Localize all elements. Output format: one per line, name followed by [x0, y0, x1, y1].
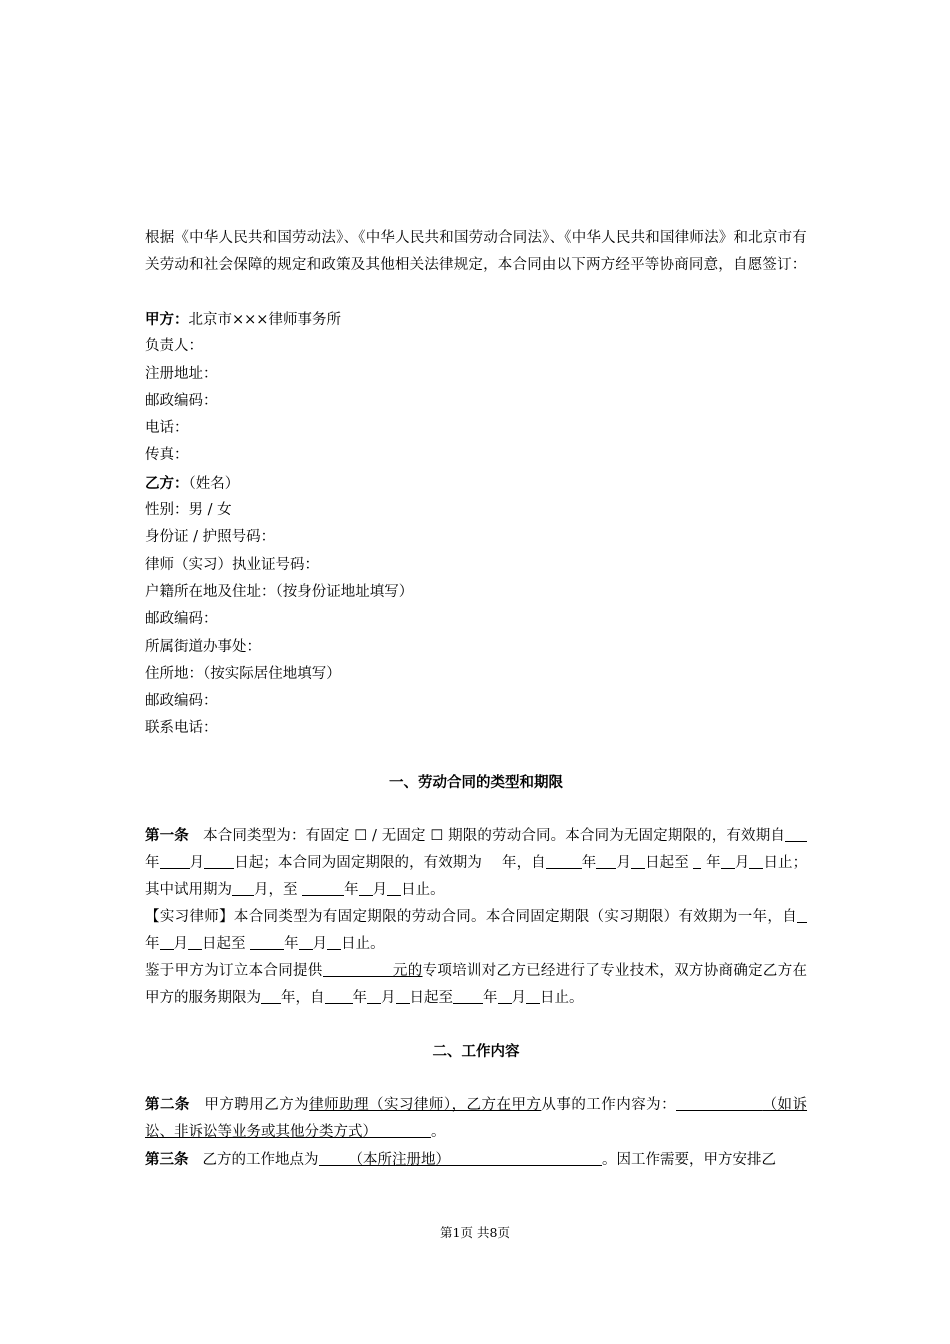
- blank-field: [596, 854, 616, 869]
- blank-field: [526, 989, 540, 1004]
- article-1-text: 本合同类型为：有固定 ☐ / 无固定 ☐ 期限的劳动合同。本合同为无固定期限的，有效期自: [202, 827, 785, 844]
- article-1-text: 年: [145, 854, 160, 871]
- blank-field: [367, 989, 381, 1004]
- article-1-text: 年: [344, 881, 359, 898]
- training-text: 年: [483, 989, 498, 1006]
- article-1-label: 第一条: [145, 826, 189, 844]
- blank-field: [188, 935, 202, 950]
- party-b-field: 邮政编码：: [145, 611, 218, 628]
- party-a-name: 北京市×××律师事务所: [188, 312, 341, 328]
- article-1-text: 日起至: [645, 854, 689, 871]
- party-b-field: 律师（实习）执业证号码：: [145, 556, 319, 573]
- blank-field: [546, 854, 582, 869]
- article-1-text: 月: [734, 854, 750, 871]
- training-text: 专项培训对乙方已经进行了专业技术，双方协商确定乙方在甲方的服务期限为: [145, 962, 808, 1006]
- party-b-label: 乙方：: [145, 474, 189, 492]
- party-a-field: 负责人：: [145, 338, 203, 355]
- party-b-field: 邮政编码：: [145, 693, 218, 710]
- party-b-name: （姓名）: [188, 475, 240, 492]
- blank-field: [631, 854, 645, 869]
- training-text: 年，自: [281, 989, 325, 1006]
- party-b-field: 所属街道办事处：: [145, 638, 261, 655]
- party-b-field: 身份证 / 护照号码：: [145, 529, 276, 546]
- training-clause: [145, 958, 807, 1012]
- article-1-text: 年，自: [501, 854, 546, 871]
- blank-field: [299, 935, 313, 950]
- blank-field: [797, 908, 807, 923]
- blank-field: [261, 989, 281, 1004]
- article-1-text: 月: [189, 854, 205, 871]
- intern-clause: [145, 904, 807, 958]
- party-a-field: 注册地址：: [145, 365, 218, 382]
- blank-field: [319, 1151, 349, 1166]
- blank-field: [387, 881, 401, 896]
- article-2-text: 甲方聘用乙方为: [203, 1096, 310, 1113]
- article-1-text: 日止；其中试用期为: [145, 854, 808, 898]
- blank-field: [676, 1096, 762, 1111]
- article-2-text: 。: [431, 1123, 446, 1140]
- blank-field: [693, 854, 701, 869]
- intern-text: 年: [145, 935, 160, 952]
- party-a-field: 邮政编码：: [145, 392, 218, 409]
- blank-field: [327, 935, 341, 950]
- training-text: 月: [511, 989, 526, 1006]
- blank-field: [450, 1151, 602, 1166]
- page-number: 1: [452, 1225, 461, 1240]
- article-2-label: 第二条: [145, 1095, 190, 1113]
- blank-field: [302, 881, 344, 896]
- article-1-text: 年: [706, 854, 721, 871]
- blank-field: [160, 854, 190, 869]
- blank-field: [498, 989, 512, 1004]
- party-b-line: [145, 470, 807, 497]
- intern-text: 年: [284, 935, 299, 952]
- article-3-text: 。因工作需要，甲方安排乙: [602, 1151, 776, 1168]
- intern-text: 日起至: [202, 935, 246, 952]
- page-total: 8: [489, 1225, 498, 1240]
- footer-text: 页 共: [460, 1225, 490, 1240]
- blank-field: [204, 854, 234, 869]
- blank-field: [160, 935, 174, 950]
- section-1-title: 一、劳动合同的类型和期限: [389, 773, 563, 791]
- contract-body: [145, 225, 807, 1174]
- training-text: 日止。: [540, 989, 584, 1006]
- article-2-text: 律师助理（实习律师），乙方在甲方: [309, 1096, 542, 1113]
- footer-text: 页: [497, 1225, 510, 1240]
- page-footer: [0, 1223, 950, 1241]
- party-a-field: 电话：: [145, 420, 189, 437]
- article-1: [145, 822, 807, 904]
- article-1-text: 日止。: [401, 881, 445, 898]
- blank-field: [232, 881, 254, 896]
- blank-field: [323, 962, 393, 977]
- article-3-text: （本所注册地）: [348, 1151, 450, 1168]
- article-2-text: （如诉讼、非诉讼等业务或其他分类方式）: [145, 1096, 808, 1140]
- footer-text: 第: [440, 1225, 453, 1240]
- blank-field: [749, 854, 763, 869]
- intern-text: 日止。: [341, 935, 385, 952]
- party-b-field: 性别：男 / 女: [145, 502, 232, 519]
- party-b-field: 联系电话：: [145, 720, 218, 737]
- article-2-text: 从事的工作内容为：: [541, 1096, 677, 1113]
- training-text: 年: [352, 989, 367, 1006]
- blank-field: [325, 989, 353, 1004]
- blank-field: [250, 935, 284, 950]
- article-3: [145, 1146, 807, 1174]
- party-b-field: 住所地：（按实际居住地填写）: [145, 665, 341, 682]
- article-1-text: 月，至: [254, 881, 298, 898]
- article-3-text: 乙方的工作地点为: [202, 1151, 319, 1168]
- blank-field: [453, 989, 483, 1004]
- article-1-text: 年: [581, 854, 597, 871]
- section-2-title: 二、工作内容: [432, 1042, 520, 1060]
- training-text: 元的: [392, 962, 423, 979]
- training-text: 鉴于甲方为订立本合同提供: [145, 962, 323, 979]
- blank-field: [721, 854, 735, 869]
- party-a-label: 甲方：: [145, 311, 189, 328]
- article-2: [145, 1091, 807, 1146]
- party-b-field: 户籍所在地及住址：（按身份证地址填写）: [145, 583, 414, 600]
- training-text: 月: [381, 989, 396, 1006]
- party-a-line: [145, 306, 807, 333]
- article-1-text: 月: [616, 854, 632, 871]
- blank-field: [396, 989, 410, 1004]
- blank-field: [785, 827, 807, 842]
- training-text: 日起至: [409, 989, 453, 1006]
- article-1-text: 月: [372, 881, 388, 898]
- intern-text: 本合同类型为有固定期限的劳动合同。本合同固定期限（实习期限）有效期为一年，自: [233, 908, 798, 925]
- article-3-label: 第三条: [145, 1150, 189, 1168]
- party-a-field: 传真：: [145, 447, 189, 464]
- intern-label: 【实习律师】: [145, 908, 234, 925]
- intern-text: 月: [312, 935, 328, 952]
- blank-field: [359, 881, 373, 896]
- article-1-text: 日起；本合同为固定期限的，有效期为: [234, 854, 482, 871]
- intro-paragraph: 根据《中华人民共和国劳动法》、《中华人民共和国劳动合同法》、《中华人民共和国律师法》和北京市有关劳动和社会保障的规定和政策及其他相关法律规定，本合同由以下两方经平等协商同意，自愿签订：: [145, 230, 807, 273]
- intern-text: 月: [173, 935, 188, 952]
- blank-field: [377, 1123, 431, 1138]
